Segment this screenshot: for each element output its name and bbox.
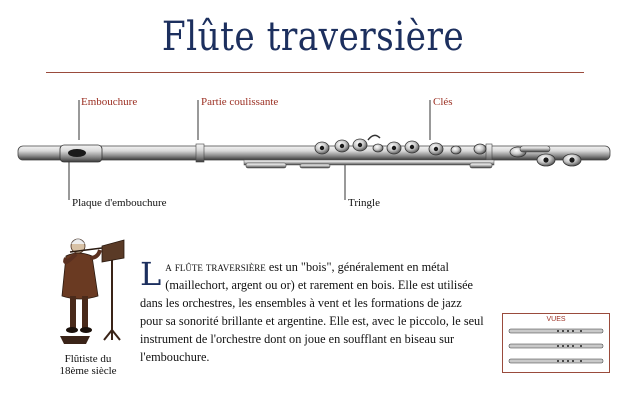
label-cles: Clés [433,96,453,108]
page-title: Flûte traversière [161,14,465,60]
views-title: VUES [546,316,566,323]
label-plaque-embouchure: Plaque d'embouchure [72,197,167,209]
view-thumbnail-3 [509,359,603,363]
flutist-portrait [52,232,128,350]
description-body: est un "bois", généralement en métal (maillechort, argent ou or) et rarement en bois. Elle est utilisée dans les orchestres, les ensembles à vent et les formations de jazz pour sa sonorité brillante et argentine. Elle est, avec le piccolo, le seul instrument de l'orchestre dont on joue en soufflant en biseau sur l'embouchure. [140,260,484,364]
view-thumbnail-2 [509,344,603,348]
view-thumbnail-1 [509,329,603,333]
label-tringle: Tringle [348,197,380,209]
views-thumbnails [503,314,609,372]
label-partie-coulissante: Partie coulissante [201,96,279,108]
portrait-caption [50,353,126,377]
title-rule [46,72,584,73]
caption-line-2: 18ème siècle [59,365,117,377]
drop-cap: L [140,255,162,293]
caption-line-1: Flûtiste du [64,353,112,365]
views-box[interactable] [502,313,610,373]
description-paragraph [140,255,485,366]
description-lead: a flûte traversière [165,260,266,274]
label-embouchure: Embouchure [81,96,138,108]
flute-illustration [0,88,626,208]
